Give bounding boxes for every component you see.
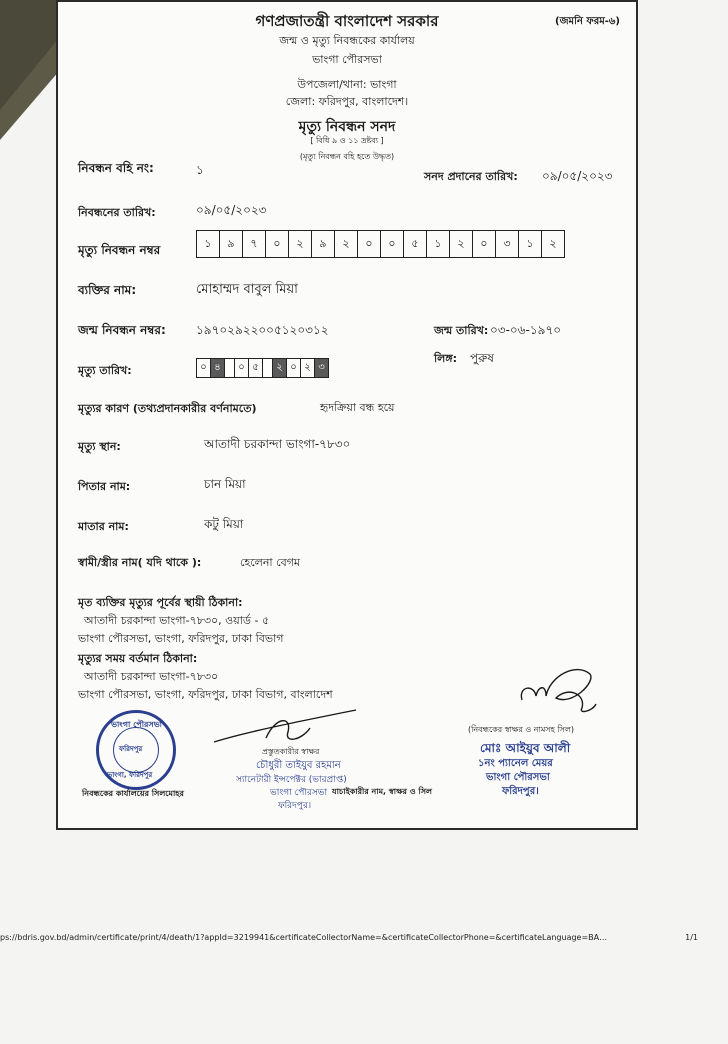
registrar-title: ১নং প্যানেল মেয়র <box>478 758 553 769</box>
preparer-sig-label: প্রস্তুতকারীর স্বাক্ষর <box>262 747 320 756</box>
reg-digit-box: ২ <box>289 231 312 257</box>
registrar-signature <box>516 656 598 718</box>
death-date-label: মৃত্যু তারিখ: <box>78 364 132 377</box>
reg-digit-box: ৯ <box>312 231 335 257</box>
preparer-office: ভাংগা পৌরসভা <box>270 788 328 798</box>
office-seal <box>96 710 176 790</box>
office-name: জন্ম ও মৃত্যু নিবন্ধকের কার্যালয় <box>279 34 415 47</box>
mother-name-value: কটু মিয়া <box>204 517 244 531</box>
reg-digit-box: ১ <box>519 231 542 257</box>
birth-date-label: জন্ম তারিখ: <box>434 324 489 337</box>
death-reg-no-label: মৃত্যু নিবন্ধন নম্বর <box>78 243 161 257</box>
registrar-office: ভাংগা পৌরসভা <box>486 772 550 783</box>
cause-label: মৃত্যুর কারণ (তথ্যপ্রদানকারীর বর্ণনামতে) <box>78 402 257 415</box>
death-date-year-digit: ২ <box>273 359 287 377</box>
death-date-day-digit: ০ <box>197 359 211 377</box>
permanent-address-label: মৃত ব্যক্তির মৃত্যুর পূর্বের স্থায়ী ঠিকানা: <box>78 596 243 609</box>
mother-name-label: মাতার নাম: <box>78 520 129 533</box>
spouse-name-value: হেলেনা বেগম <box>240 556 301 569</box>
cause-value: হৃদক্রিয়া বন্ধ হয়ে <box>320 401 395 414</box>
death-date-boxes <box>196 358 329 378</box>
seal-bottom-text: ভাংগা, ফরিদপুর <box>107 771 153 779</box>
reg-digit-box: ০ <box>358 231 381 257</box>
municipality-name: ভাংগা পৌরসভা <box>312 53 382 66</box>
birth-date-value: ০৩-০৬-১৯৭০ <box>490 323 562 337</box>
register-book-label: নিবন্ধন বহি নং: <box>78 161 154 175</box>
death-date-day-digit: ৪ <box>211 359 225 377</box>
spouse-name-label: স্বামী/স্ত্রীর নাম( যদি থাকে ): <box>78 556 202 569</box>
birth-reg-no-value: ১৯৭০২৯২২০০৫১২০৩১২ <box>196 323 329 337</box>
preparer-name: চৌধুরী তাইযুব রহমান <box>256 760 341 771</box>
page-number: 1/1 <box>685 933 698 942</box>
certificate-title: মৃত্যু নিবন্ধন সনদ <box>298 119 396 135</box>
print-url: ps://bdris.gov.bd/admin/certificate/print/4/death/1?appId=3219941&certificateCollectorName=&certificateCollectorPhone=&certificateLanguage=BA… <box>0 933 608 942</box>
reg-digit-box: ০ <box>381 231 404 257</box>
gender-value: পুরুষ <box>470 351 494 365</box>
register-book-value: ১ <box>196 163 204 177</box>
preparer-place: ফরিদপুর। <box>278 801 312 811</box>
father-name-value: চান মিয়া <box>204 477 246 491</box>
registrar-sig-label: (নিবন্ধকের স্বাক্ষর ও নামসহ সিল) <box>468 725 574 734</box>
reg-digit-box: ৯ <box>220 231 243 257</box>
death-place-label: মৃত্যু স্থান: <box>78 440 121 453</box>
reg-digit-box: ৩ <box>496 231 519 257</box>
registrar-place: ফরিদপুর। <box>502 786 539 797</box>
reg-digit-box: ১ <box>427 231 450 257</box>
person-name-label: ব্যক্তির নাম: <box>78 283 137 297</box>
person-name-value: মোহাম্মদ বাবুল মিয়া <box>196 282 298 297</box>
reg-digit-box: ৫ <box>404 231 427 257</box>
death-date-year-digit: ২ <box>301 359 315 377</box>
seal-inner-text: ফরিদপুর <box>119 745 143 753</box>
seal-outer-text: ভাংগা পৌরসভা <box>111 720 163 729</box>
death-reg-no-boxes <box>196 230 565 258</box>
verifier-caption: যাচাইকারীর নাম, স্বাক্ষর ও সিল <box>332 787 432 796</box>
death-date-year-digit: ৩ <box>315 359 328 377</box>
seal-caption: নিবন্ধকের কার্যালয়ের সিলমোহর <box>82 789 184 798</box>
death-date-month-digit: ০ <box>235 359 249 377</box>
present-address-line2: ভাংগা পৌরসভা, ভাংগা, ফরিদপুর, ঢাকা বিভাগ, বাংলাদেশ <box>78 688 333 701</box>
death-date-separator <box>263 359 273 377</box>
issue-date-value: ০৯/০৫/২০২৩ <box>542 169 613 183</box>
gender-label: লিঙ্গ: <box>434 352 458 365</box>
registration-date-label: নিবন্ধনের তারিখ: <box>78 206 156 219</box>
death-date-separator <box>225 359 235 377</box>
reg-digit-box: ২ <box>450 231 473 257</box>
certificate-frame <box>56 0 638 830</box>
preparer-signature <box>206 702 362 752</box>
form-number: (জমনি ফরম-৬) <box>555 16 620 27</box>
present-address-label: মৃত্যুর সময় বর্তমান ঠিকানা: <box>78 652 198 665</box>
father-name-label: পিতার নাম: <box>78 480 131 493</box>
birth-reg-no-label: জন্ম নিবন্ধন নম্বর: <box>78 323 166 337</box>
upazila: উপজেলা/থানা: ভাংগা <box>297 78 397 91</box>
present-address-line1: আতাদী চরকান্দা ভাংগা-৭৮৩০ <box>84 670 219 683</box>
permanent-address-line1: আতাদী চরকান্দা ভাংগা-৭৮৩০, ওয়ার্ড - ৫ <box>84 614 270 627</box>
permanent-address-line2: ভাংগা পৌরসভা, ভাংগা, ফরিদপুর, ঢাকা বিভাগ <box>78 632 284 645</box>
reg-digit-box: ২ <box>549 236 557 250</box>
rule-reference: [ বিধি ৯ ও ১১ দ্রষ্টব্য ] <box>310 136 384 145</box>
registration-date-value: ০৯/০৫/২০২৩ <box>196 203 267 217</box>
district: জেলা: ফরিদপুর, বাংলাদেশ। <box>285 95 409 108</box>
reg-digit-box: ০ <box>473 231 496 257</box>
reg-digit-box: ১ <box>197 231 220 257</box>
reg-digit-box: ২ <box>335 231 358 257</box>
death-date-year-digit: ০ <box>287 359 301 377</box>
gov-title: গণপ্রজাতন্ত্রী বাংলাদেশ সরকার <box>255 12 439 30</box>
reg-digit-box: ৭ <box>243 231 266 257</box>
death-date-month-digit: ৫ <box>249 359 263 377</box>
issue-date-label: সনদ প্রদানের তারিখ: <box>424 170 518 183</box>
registrar-name: মোঃ আইয়ুব আলী <box>480 741 571 755</box>
reg-digit-box: ০ <box>266 231 289 257</box>
preparer-title: স্যানেটারী ইন্সপেক্টর (ভারপ্রাপ্ত) <box>236 775 347 785</box>
source-note: (মৃত্যু নিবন্ধন বহি হতে উদ্ধৃত) <box>299 152 395 161</box>
death-place-value: আতাদী চরকান্দা ভাংগা-৭৮৩০ <box>204 437 351 451</box>
